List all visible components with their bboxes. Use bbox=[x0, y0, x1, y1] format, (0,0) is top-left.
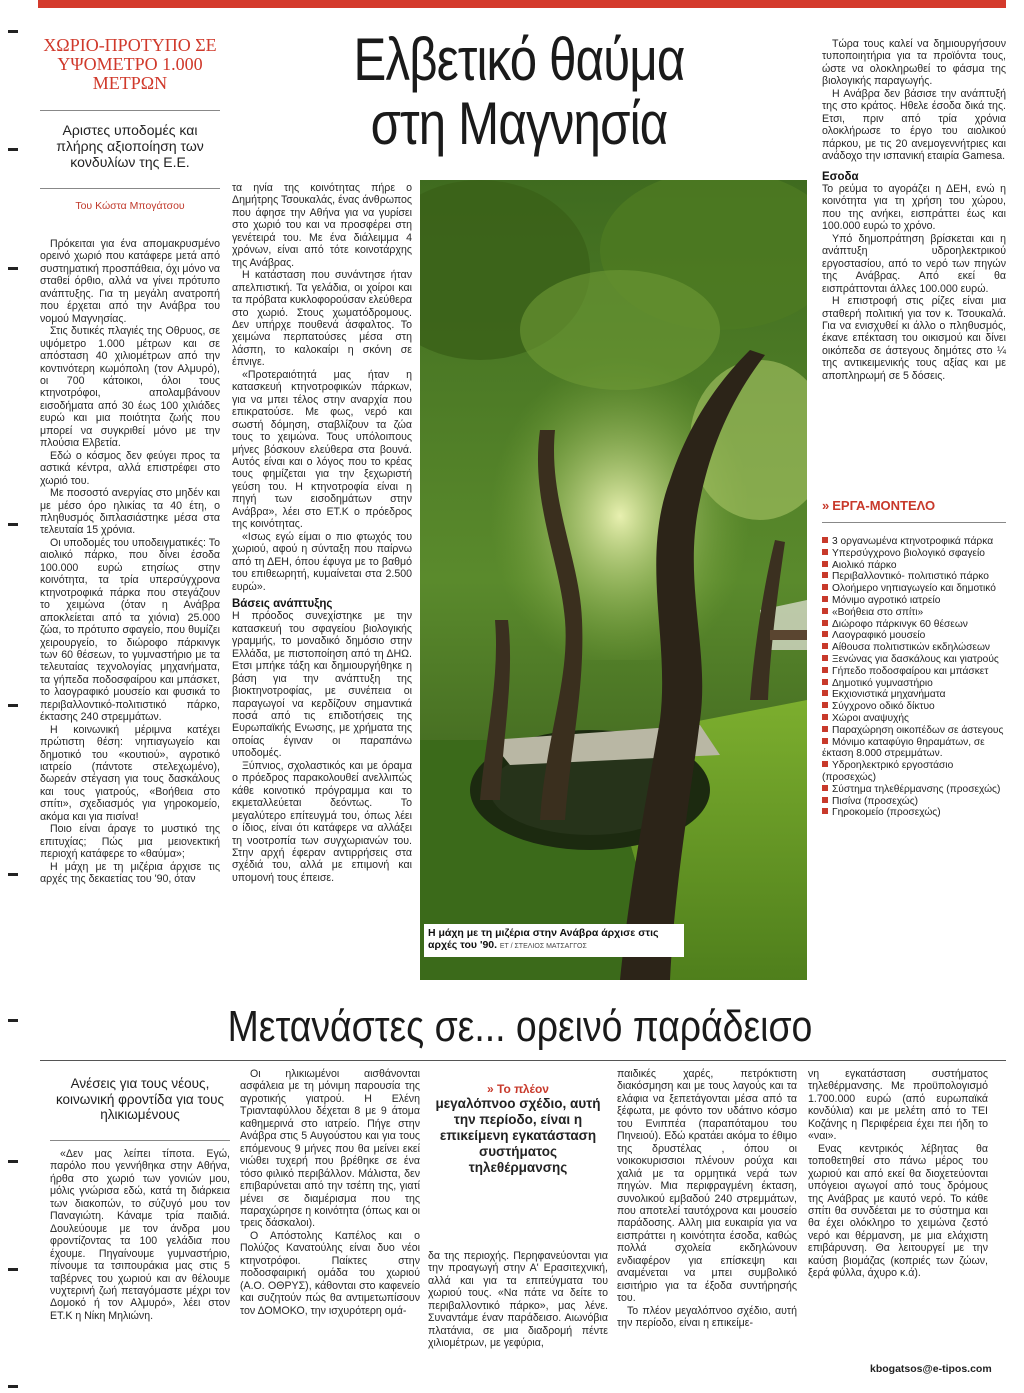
list-item: Ξενώνας για δασκάλους και γιατρούς bbox=[822, 654, 1008, 666]
list-item: Μόνιμο αγροτικό ιατρείο bbox=[822, 595, 1008, 607]
chevron-right-icon: » bbox=[822, 498, 830, 513]
list-item: Παραχώρηση οικοπέδων σε άστεγους bbox=[822, 725, 1008, 737]
square-bullet-icon bbox=[822, 761, 828, 767]
section-heading: Εσοδα bbox=[822, 170, 859, 183]
list-item: Σύστημα τηλεθέρμανσης (προσεχώς) bbox=[822, 784, 1008, 796]
photo-caption bbox=[424, 924, 684, 957]
list-item: «Βοήθεια στο σπίτι» bbox=[822, 607, 1008, 619]
margin-mark bbox=[8, 873, 18, 876]
paragraph: Οι ηλικιωμένοι αισθάνονται ασφάλεια με τη μόνιμη παρουσία της αγροτικής γιατρού. Η Ελένη Τριανταφύλλου δέχεται 8 με 9 άτομα καθημερινά στο ιατρείο. Πήγε στην Ανάβρα στις 5 Αυγούστου και για τους επόμενους 9 μήνες που θα μείνει εκεί νιώθει τυχερή που βρέθηκε σε ένα τόσο φιλικό περιβάλλον. Μάλιστα, δεν επιβαρύνεται από την τσέπη της, γιατί μένει σε διαμέρισμα που της παραχώρησε η κοινότητα (όπως και οι τρεις δάσκαλοι). bbox=[240, 1068, 420, 1230]
paragraph: νη εγκατάσταση συστήματος τηλεθέρμανσης. Με προϋπολογισμό 1.700.000 ευρώ (από ευρωπαϊκά κονδύλια) και με μελέτη από το ΤΕΙ Κοζάνης η Περιφέρεια έχει πει ήδη το «ναι». bbox=[808, 1068, 988, 1143]
paragraph: Η πρόοδος συνεχίστηκε με την κατασκευή του σφαγείου βιολογικής γραμμής, το μοναδικό δημόσιο στην Ελλάδα, με πιστοποίηση από τη ΔΗΩ. Ετσι μπήκε τάξη και δημιουργήθηκε η βάση για την ανάπτυξη της βιοκτηνοτροφίας, με συνέπεια οι παραγωγοί να κερδίζουν σημαντικά ποσά από τις επιδοτήσεις της Ευρωπαϊκής Ενωσης, με χρήματα της οποίας έγιναν οι παραπάνω υποδομές. bbox=[232, 610, 412, 760]
park-photo bbox=[420, 180, 807, 980]
paragraph: Ο Απόστολης Καπέλος και ο Πολύζος Κανατούλης είναι δυο νέοι κτηνοτρόφοι. Παίκτες στην ποδοσφαιρική ομάδα του χωριού (Α.Ο. ΟΘΡΥΣ), κάθονται στο καφενείο και συζητούν πώς θα αντιμετωπίσουν τον ΔΟΜΟΚΟ, την ισχυρότερη ομά- bbox=[240, 1229, 420, 1317]
list-item: Λαογραφικό μουσείο bbox=[822, 630, 1008, 642]
paragraph: «Ισως εγώ είμαι ο πιο φτωχός του χωριού, αφού η σύνταξη που παίρνω από τη ΔΕΗ, όπου έφυγα με το βαθμό του επιθεωρητή, κυμαίνεται στα 2.500 ευρώ». bbox=[232, 530, 412, 593]
park-photo-image bbox=[420, 180, 807, 980]
paragraph: δα της περιοχής. Περηφανεύονται για την προαγωγή στην Α' Ερασιτεχνική, αλλά και για τα επιτεύγματα του χωριού τους. «Να πάτε να δείτε το περιβαλλοντικό πάρκο», μας λένε. Συναντάμε έναν παράδεισο. Αιωνόβια πλατάνια, σε μια διαδρομή πέντε χιλιομέτρων, με γεφύρια, bbox=[428, 1250, 608, 1350]
list-item: Αίθουσα πολιτιστικών εκδηλώσεων bbox=[822, 642, 1008, 654]
list-item: Αιολικό πάρκο bbox=[822, 560, 1008, 572]
article-headline bbox=[284, 28, 755, 156]
article1-column-3 bbox=[822, 38, 1006, 382]
paragraph: Η επιστροφή στις ρίζες είναι μια σταθερή πολιτική για τον κ. Τσουκαλά. Για να ενισχυθεί κι άλλο ο πληθυσμός, έκανε επέκταση του οικισμού και δίνει οικόπεδα σε άστεγους δημότες στο ¼ της αντικειμενικής τους αξίας και με αποπληρωμή σε 5 δόσεις. bbox=[822, 295, 1006, 382]
pull-quote bbox=[428, 1082, 608, 1176]
section-heading: Βάσεις ανάπτυξης bbox=[232, 597, 333, 610]
margin-mark bbox=[8, 1268, 18, 1271]
paragraph: Το πλέον μεγαλόπνοο σχέδιο, αυτή την περίοδο, είναι η επικείμε- bbox=[617, 1304, 797, 1330]
paragraph: Ξύπνιος, σχολαστικός και με όραμα ο πρόεδρος παρακολουθεί ανελλιπώς κάθε κοινοτικό πρόγραμμα και το εκμεταλλεύεται δεόντως. Το μεγαλύτερο επίτευγμά του, όπως λέει ο ίδιος, είναι ότι κατάφερε να αλλάξει τη νοοτροπία των συγχωριανών του. Στην αρχή έφεραν αντιρρήσεις στα σχέδιά του, αλλά με επιμονή και υπομονή τους έπεισε. bbox=[232, 759, 412, 884]
headline-line-2: στη Μαγνησία bbox=[370, 90, 668, 157]
square-bullet-icon bbox=[822, 631, 828, 637]
article1-column-1 bbox=[40, 238, 220, 886]
square-bullet-icon bbox=[822, 620, 828, 626]
divider bbox=[40, 1060, 1006, 1061]
paragraph: παιδικές χαρές, πετρόκτιστη διακόσμηση και με τους λαγούς και τα ελάφια να ξεπετάγονται μέσα από τα ξέφωτα, με φόντο τον υδάτινο κόσμο του Ενιππέα (παραπόταμου του Πηνειού). Εδώ κρατάει ακόμα το έθιμο της δρυστέλας , όπου οι νοικοκυρισσιοι πλένουν ρούχα και χαλιά με τα ορμητικά νερά των πηγών. Μια περιφραγμένη έκταση, συνολικού εμβαδού 240 στρεμμάτων, που αποτελεί ταυτόχρονα και μουσείο παράδοσης. Αλλη μια ευκαιρία για να εισπράττει η κοινότητα έσοδα, καθώς πολλά σχολεία εκδηλώνουν ενδιαφέρον για επίσκεψη και αναμένεται να μπει συμβολικό εισιτήριο για τα έξοδα συντήρησής του. bbox=[617, 1068, 797, 1305]
list-item: Πισίνα (προσεχώς) bbox=[822, 796, 1008, 808]
paragraph: Υπό δημοπράτηση βρίσκεται και η ανάπτυξη υδροηλεκτρικού εργοστασίου, από το νερό των πηγών της Ανάβρας. Από εκεί θα εισπράττονται άλλες 100.000 ευρώ. bbox=[822, 232, 1006, 295]
paragraph: «Δεν μας λείπει τίποτα. Εγώ, παρόλο που γεννήθηκα στην Αθήνα, ήρθα στο χωριό των γονιών μου, μόλις γνώρισα εδώ, κατά τη διάρκεια των διακοπών, το σύζυγό μου τον Παναγιώτη. Κάναμε τρία παιδιά. Δουλεύουμε με τον άνδρα μου φροντίζοντας τα 100 γελάδια που έχουμε. Πηγαίνουμε γυμναστήριο, πίνουμε τα τσιπουράκια μας στις 5 ταβέρνες του χωριού και αν θέλουμε νυχτερινή ζωή πεταγόμαστε μέχρι τον Δομοκό ή τον Αλμυρό», λέει στον ΕΤ.Κ η Νίκη Μηλιώνη. bbox=[50, 1148, 230, 1322]
square-bullet-icon bbox=[822, 549, 828, 555]
article-kicker: ΧΩΡΙΟ-ΠΡΟΤΥΠΟ ΣΕ ΥΨΟΜΕΤΡΟ 1.000 ΜΕΤΡΩΝ bbox=[43, 35, 217, 93]
square-bullet-icon bbox=[822, 584, 828, 590]
square-bullet-icon bbox=[822, 643, 828, 649]
paragraph: Το ρεύμα το αγοράζει η ΔΕΗ, ενώ η κοινότητα για τη χρήση του χώρου, που της ανήκει, εισπράττει έως και 100.000 ευρώ το χρόνο. bbox=[822, 182, 1006, 233]
divider bbox=[40, 188, 220, 189]
article2-column-4 bbox=[617, 1068, 797, 1330]
margin-mark bbox=[8, 267, 18, 270]
divider bbox=[50, 1140, 230, 1141]
article-subhead: Αριστες υποδομές και πλήρης αξιοποίηση των κονδυλίων της Ε.Ε. bbox=[56, 122, 204, 170]
list-item: 3 οργανωμένα κτηνοτροφικά πάρκα bbox=[822, 536, 1008, 548]
article1-column-2 bbox=[232, 182, 412, 884]
list-item: Υδροηλεκτρικό εργοστάσιο (προσεχώς) bbox=[822, 760, 954, 783]
square-bullet-icon bbox=[822, 679, 828, 685]
list-item: Δημοτικό γυμναστήριο bbox=[822, 678, 1008, 690]
sidebox-list bbox=[822, 536, 1008, 819]
sidebox-title-text: ΕΡΓΑ-ΜΟΝΤΕΛΟ bbox=[832, 498, 936, 513]
square-bullet-icon bbox=[822, 738, 828, 744]
square-bullet-icon bbox=[822, 808, 828, 814]
list-item: Σύγχρονο οδικό δίκτυο bbox=[822, 701, 1008, 713]
list-item: Υπερσύγχρονο βιολογικό σφαγείο bbox=[822, 548, 1008, 560]
divider bbox=[40, 110, 220, 111]
article2-column-1 bbox=[50, 1148, 230, 1322]
paragraph: Η Ανάβρα δεν βάσισε την ανάπτυξή της στο κράτος. Ηθελε έσοδα δικά της. Ετσι, πριν από τρία χρόνια ολοκλήρωσε το έργο του αιολικού πάρκου, με τις 20 ανεμογεννήτριες και ανάδοχο την ισπανική εταιρία Gamesa. bbox=[822, 87, 1006, 163]
paragraph: Οι υποδομές του υποδειγματικές: Το αιολικό πάρκο, που δίνει έσοδα 100.000 ευρώ ετησίως στην κοινότητα, τα τρία υπερσύγχρονα κτηνοτροφικά πάρκα που στεγάζουν το χειμώνα (όταν η Ανάβρα αποκλείεται από τα χιόνια) 25.000 ζώα, το πρότυπο σφαγείο, που θυμίζει χειρουργείο, το διώροφο πάρκινγκ των 60 θέσεων, το γυμναστήριο με τα τελευταίας τεχνολογίας μηχανήματα, τα γήπεδα ποδοσφαίρου και μπάσκετ, το λαογραφικό μουσείο και φυσικά το περιβαλλοντικό-πολιτιστικό πάρκο, έκτασης 240 στρεμμάτων. bbox=[40, 536, 220, 724]
paragraph: «Προτεραιότητά μας ήταν η κατασκευή κτηνοτροφικών πάρκων, για να μπει τέλος στην αναρχία που επικρατούσε. Με φως, νερό και σωστή δόμηση, σταβλίζουν τα ζώα τους το χειμώνα. Τους υπόλοιπους μήνες βόσκουν ελεύθερα στα βουνά. Αυτός είναι και ο λόγος που το κρέας τους φημίζεται για την ξεχωριστή γεύση του. Η κτηνοτροφία είναι η πηγή των εισοδημάτων στην Ανάβρα», λέει στο ΕΤ.Κ ο πρόεδρος της κοινότητας. bbox=[232, 368, 412, 531]
square-bullet-icon bbox=[822, 572, 828, 578]
square-bullet-icon bbox=[822, 797, 828, 803]
square-bullet-icon bbox=[822, 690, 828, 696]
square-bullet-icon bbox=[822, 596, 828, 602]
margin-mark bbox=[8, 523, 18, 526]
article2-column-5 bbox=[808, 1068, 988, 1280]
paragraph: Ενας κεντρικός λέβητας θα τοποθετηθεί στο πάνω μέρος του χωριού και από εκεί θα διοχετεύονται υπόγειοι αγωγοί από τους δρόμους της Ανάβρας με καυτό νερό. Το κάθε σπίτι θα συνδέεται με το σύστημα και θα έχει ολόκληρο το χειμώνα ζεστό νερό και θέρμανση, με μια ελάχιστη επιβάρυνση. Θα λειτουργεί με την καύση βιομάζας (κοπριές των ζώων, ξερά φύλλα, άχυρο κ.ά). bbox=[808, 1142, 988, 1280]
paragraph: Εδώ ο κόσμος δεν φεύγει προς τα αστικά κέντρα, αλλά επιστρέφει στο χωριό του. bbox=[40, 449, 220, 487]
pull-quote-text: μεγαλόπνοο σχέδιο, αυτή την περίοδο, είναι η επικείμενη εγκατάσταση συστήματος τηλεθέρμανσης bbox=[435, 1096, 601, 1175]
headline-line-1: Ελβετικό θαύμα bbox=[353, 26, 685, 93]
paragraph: τα ηνία της κοινότητας πήρε ο Δημήτρης Τσουκαλάς, ένας άνθρωπος που άφησε την Αθήνα για να γυρίσει στο χωριό του και να προσφέρει στη γενέτειρά του. Με ένα διάλειμμα 4 χρόνων, είναι από τότε κοινοτάρχης της Ανάβρας. bbox=[232, 182, 412, 269]
paragraph: Η μάχη με τη μιζέρια άρχισε τις αρχές της δεκαετίας του '90, όταν bbox=[40, 860, 220, 886]
square-bullet-icon bbox=[822, 702, 828, 708]
margin-mark bbox=[8, 1160, 18, 1163]
margin-mark bbox=[8, 1385, 18, 1388]
pull-quote-lead: » Το πλέον bbox=[487, 1082, 549, 1096]
list-item: Χώροι αναψυχής bbox=[822, 713, 1008, 725]
list-item: Ολοήμερο νηπιαγωγείο και δημοτικό bbox=[822, 583, 1008, 595]
article2-headline: Μετανάστες σε... ορεινό παράδεισο bbox=[227, 1002, 813, 1051]
list-item: Γηροκομείο (προσεχώς) bbox=[822, 807, 1008, 819]
paragraph: Στις δυτικές πλαγιές της Οθρυος, σε υψόμετρο 1.000 μέτρων και σε απόσταση 40 χιλιομέτρων από την κοντινότερη κωμόπολη (τον Αλμυρό), οι 700 κάτοικοι, όλοι τους κτηνοτρόφοι, απολαμβάνουν εισοδήματα από 30 έως 100 χιλιάδες ευρώ και μια ποιότητα ζωής που μπορεί να συγκριθεί μόνο με την πλούσια Ελβετία. bbox=[40, 325, 220, 450]
square-bullet-icon bbox=[822, 537, 828, 543]
divider bbox=[822, 522, 1006, 523]
paragraph: Τώρα τους καλεί να δημιουργήσουν τυποποιητήρια για τα προϊόντα τους, ώστε να ολοκληρωθεί το φάσμα της βιολογικής παραγωγής. bbox=[822, 38, 1006, 88]
square-bullet-icon bbox=[822, 667, 828, 673]
list-item: Περιβαλλοντικό- πολιτιστικό πάρκο bbox=[822, 571, 1008, 583]
article2-column-3 bbox=[428, 1250, 608, 1350]
margin-mark bbox=[8, 148, 18, 151]
margin-mark bbox=[8, 30, 18, 33]
list-item: Διώροφο πάρκινγκ 60 θέσεων bbox=[822, 619, 1008, 631]
paragraph: Ποιο είναι άραγε το μυστικό της επιτυχίας; Πώς μια μειονεκτική περιοχή κατάφερε το «θαύμα»; bbox=[40, 823, 220, 861]
top-color-bar bbox=[38, 0, 1006, 8]
paragraph: Η κατάσταση που συνάντησε ήταν απελπιστική. Τα γελάδια, οι χοίροι και τα πρόβατα κυκλοφορούσαν ελεύθερα στο χωριό. Στους χωματόδρομους. Δεν υπήρχε πουθενά άσφαλτος. Το χειμώνα περπατούσες μέσα στη λάσπη, το καλοκαίρι η σκόνη σε έπνιγε. bbox=[232, 269, 412, 369]
square-bullet-icon bbox=[822, 561, 828, 567]
author-email[interactable]: kbogatsos@e-tipos.com bbox=[870, 1363, 992, 1375]
article2-column-2 bbox=[240, 1068, 420, 1317]
margin-mark bbox=[8, 1019, 18, 1022]
square-bullet-icon bbox=[822, 714, 828, 720]
list-item: Εκχιονιστικά μηχανήματα bbox=[822, 689, 1008, 701]
byline: Του Κώστα Μπογάτσου bbox=[75, 200, 185, 212]
paragraph: Η κοινωνική μέριμνα κατέχει πρώτιστη θέση: νηπιαγωγείο και δημοτικό του «κουτιού», αγροτικό ιατρείο (πάντοτε στελεχωμένο), δωρεάν στέγαση για τους δασκάλους και τους γιατρούς, «Βοήθεια στο σπίτι», σχεδιασμός για γηροκομείο, ακόμα και για πισίνα! bbox=[40, 723, 220, 823]
square-bullet-icon bbox=[822, 785, 828, 791]
chevron-right-icon: » bbox=[487, 1082, 498, 1096]
paragraph: Με ποσοστό ανεργίας στο μηδέν και με μέσο όρο ηλικίας τα 40 έτη, ο πληθυσμός διπλασιάστηκε μέσα στα τελευταία 15 χρόνια. bbox=[40, 487, 220, 537]
square-bullet-icon bbox=[822, 655, 828, 661]
photo-credit: ΕΤ / ΣΤΕΛΙΟΣ ΜΑΤΣΑΓΓΟΣ bbox=[499, 942, 587, 950]
caption-text: Η μάχη με τη μιζέρια στην Ανάβρα άρχισε στις αρχές του '90. bbox=[428, 927, 659, 951]
article2-subhead: Ανέσεις για τους νέους, κοινωνική φροντίδα για τους ηλικιωμένους bbox=[55, 1076, 225, 1122]
sidebox-title bbox=[822, 498, 1006, 513]
list-item: Γήπεδο ποδοσφαίρου και μπάσκετ bbox=[822, 666, 1008, 678]
list-item: Μόνιμο καταφύγιο θηραμάτων, σε έκταση 8.000 στρεμμάτων. bbox=[822, 736, 985, 760]
square-bullet-icon bbox=[822, 726, 828, 732]
margin-mark bbox=[8, 704, 18, 707]
square-bullet-icon bbox=[822, 608, 828, 614]
paragraph: Πρόκειται για ένα απομακρυσμένο ορεινό χωριό που κατάφερε μετά από συστηματική προσπάθεια, όχι μόνο να σταθεί όρθιο, αλλά να γίνει πρότυπο ανάπτυξης. Για τη μεγάλη ανατροπή που έρχεται από την Ανάβρα του νομού Μαγνησίας. bbox=[40, 238, 220, 325]
